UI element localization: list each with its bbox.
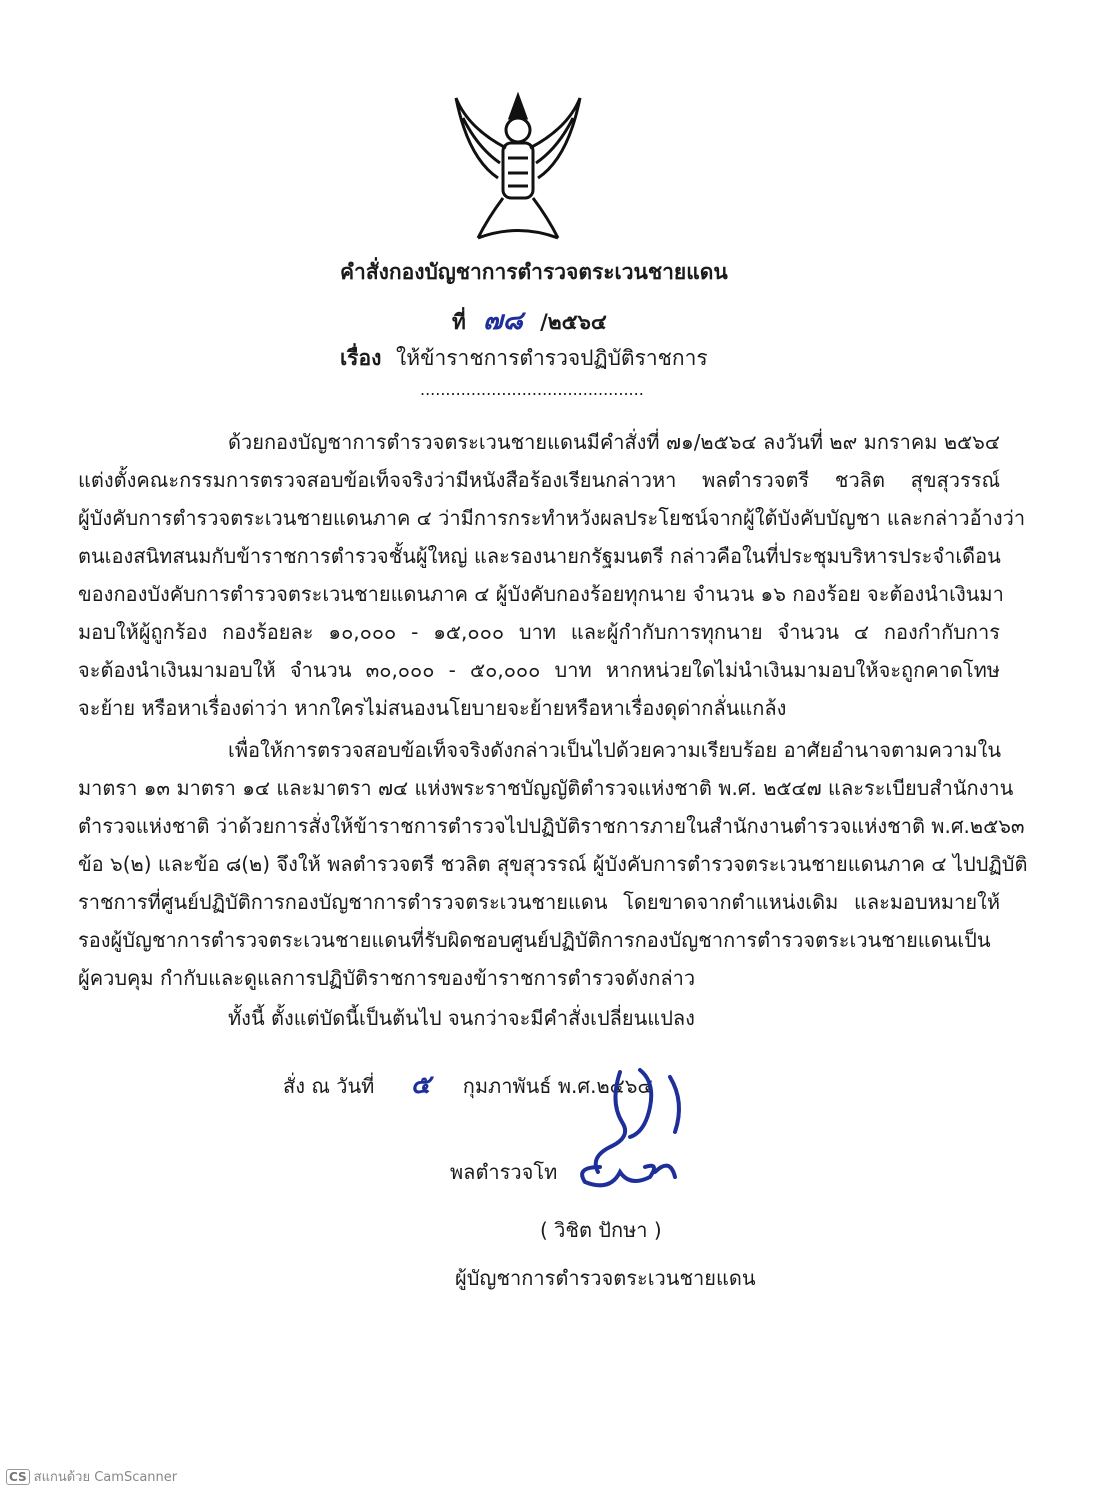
p1-line: จะย้าย หรือหาเรื่องด่าว่า หากใครไม่สนองนโยบายจะย้ายหรือหาเรื่องดุด่ากลั่นแกล้ง [78, 696, 787, 720]
order-title: คำสั่งกองบัญชาการตำรวจตระเวนชายแดน [340, 260, 728, 284]
p1-line: มอบให้ผู้ถูกร้อง กองร้อยละ ๑๐,๐๐๐ - ๑๕,๐๐๐ บาท และผู้กำกับการทุกนาย จำนวน ๔ กองกำกับการ [78, 620, 1000, 644]
handwritten-signature [560, 1062, 710, 1202]
camscanner-text: สแกนด้วย CamScanner [33, 1470, 178, 1485]
signer-position: ผู้บัญชาการตำรวจตระเวนชายแดน [455, 1266, 756, 1290]
number-handwritten: ๗๘ [483, 306, 523, 336]
signer-rank: พลตำรวจโท [450, 1160, 558, 1184]
p2-line: ข้อ ๖(๒) และข้อ ๘(๒) จึงให้ พลตำรวจตรี ชวลิต สุขสุวรรณ์ ผู้บังคับการตำรวจตระเวนชายแดนภาค ๔ ไปปฏิบัติ [78, 852, 1028, 876]
p3-line: ทั้งนี้ ตั้งแต่บัดนี้เป็นต้นไป จนกว่าจะมีคำสั่งเปลี่ยนแปลง [228, 1006, 695, 1030]
camscanner-watermark [6, 1466, 177, 1487]
garuda-emblem [448, 88, 588, 248]
subject [340, 342, 708, 375]
p2-line: เพื่อให้การตรวจสอบข้อเท็จจริงดังกล่าวเป็นไปด้วยความเรียบร้อย อาศัยอำนาจตามความใน [228, 738, 1002, 762]
p1-line: ของกองบังคับการตำรวจตระเวนชายแดนภาค ๔ ผู้บังคับกองร้อยทุกนาย จำนวน ๑๖ กองร้อย จะต้องนำเงินมา [78, 582, 1004, 606]
p1-line: ผู้บังคับการตำรวจตระเวนชายแดนภาค ๔ ว่ามีการกระทำหวังผลประโยชน์จากผู้ใต้บังคับบัญชา และกล่าวอ้างว่า [78, 506, 1026, 530]
p1-line: ตนเองสนิทสนมกับข้าราชการตำรวจชั้นผู้ใหญ่ และรองนายกรัฐมนตรี กล่าวคือในที่ประชุมบริหารประจำเดือน [78, 544, 1001, 568]
camscanner-logo-icon: CS [6, 1469, 30, 1485]
p2-line: ผู้ควบคุม กำกับและดูแลการปฏิบัติราชการของข้าราชการตำรวจดังกล่าว [78, 966, 696, 990]
number-suffix: /๒๕๖๔ [540, 310, 607, 334]
p2-line: ราชการที่ศูนย์ปฏิบัติการกองบัญชาการตำรวจตระเวนชายแดน โดยขาดจากตำแหน่งเดิม และมอบหมายให้ [78, 890, 1000, 914]
p2-line: มาตรา ๑๓ มาตรา ๑๔ และมาตรา ๗๔ แห่งพระราชบัญญัติตำรวจแห่งชาติ พ.ศ. ๒๕๔๗ และระเบียบสำนักงาน [78, 776, 1014, 800]
p1-line: แต่งตั้งคณะกรรมการตรวจสอบข้อเท็จจริงว่ามีหนังสือร้องเรียนกล่าวหา พลตำรวจตรี ชวลิต สุขสุวรรณ์ [78, 468, 1000, 492]
divider: ............................................ [420, 380, 644, 399]
subject-text: ให้ข้าราชการตำรวจปฏิบัติราชการ [396, 346, 708, 370]
p2-line: รองผู้บัญชาการตำรวจตระเวนชายแดนที่รับผิดชอบศูนย์ปฏิบัติการกองบัญชาการตำรวจตระเวนชายแดนเป็น [78, 928, 991, 952]
ordered-prefix: สั่ง ณ วันที่ [283, 1074, 375, 1098]
month-year: กุมภาพันธ์ พ.ศ.๒๕๖๔ [462, 1074, 653, 1098]
signer-name: ( วิชิต ปักษา ) [540, 1218, 662, 1242]
number-prefix: ที่ [452, 310, 466, 334]
p1-line: จะต้องนำเงินมามอบให้ จำนวน ๓๐,๐๐๐ - ๕๐,๐๐๐ บาท หากหน่วยใดไม่นำเงินมามอบให้จะถูกคาดโทษ [78, 658, 1000, 682]
day-handwritten: ๕ [410, 1070, 431, 1100]
p2-line: ตำรวจแห่งชาติ ว่าด้วยการสั่งให้ข้าราชการตำรวจไปปฏิบัติราชการภายในสำนักงานตำรวจแห่งชาติ พ.ศ.๒๕๖๓ [78, 814, 1025, 838]
subject-label: เรื่อง [340, 346, 382, 370]
p1-line: ด้วยกองบัญชาการตำรวจตระเวนชายแดนมีคำสั่งที่ ๗๑/๒๕๖๔ ลงวันที่ ๒๙ มกราคม ๒๕๖๔ [228, 430, 1000, 454]
order-number [452, 300, 607, 341]
